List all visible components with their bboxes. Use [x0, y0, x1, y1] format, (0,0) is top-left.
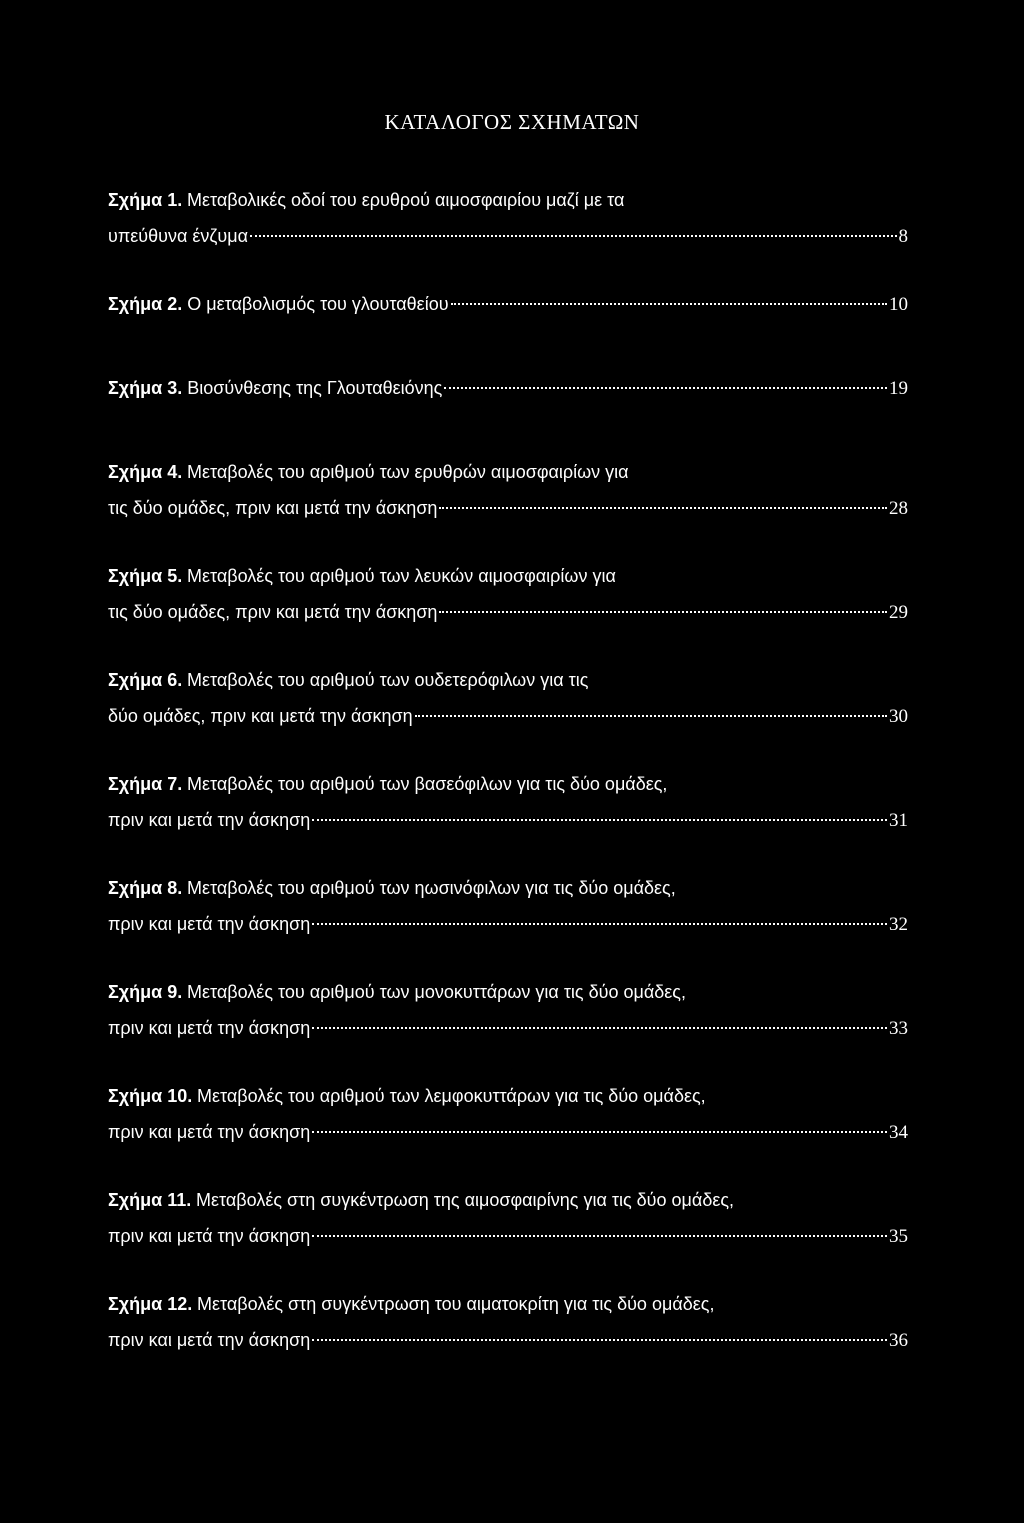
page-number: 31	[889, 810, 908, 831]
figure-description: Ο μεταβολισμός του γλουταθείου	[187, 294, 449, 314]
figure-label: Σχήμα 10.	[108, 1086, 193, 1106]
figure-label: Σχήμα 7.	[108, 774, 183, 794]
figure-description-cont: πριν και μετά την άσκηση	[108, 1122, 311, 1142]
figure-label: Σχήμα 3.	[108, 378, 183, 398]
figure-description-cont: πριν και μετά την άσκηση	[108, 914, 311, 934]
figure-description: Μεταβολές του αριθμού των ουδετερόφιλων για τις	[187, 670, 589, 690]
figure-description-cont: πριν και μετά την άσκηση	[108, 1018, 311, 1038]
figure-description: Μεταβολές του αριθμού των μονοκυττάρων για τις δύο ομάδες,	[187, 982, 686, 1002]
figure-label: Σχήμα 6.	[108, 670, 183, 690]
toc-entry-5[interactable]	[108, 558, 908, 630]
page-title: ΚΑΤΑΛΟΓΟΣ ΣΧΗΜΑΤΩΝ	[384, 110, 640, 134]
toc-entry-10[interactable]	[108, 1078, 908, 1150]
toc-entry-7[interactable]	[108, 766, 908, 838]
page-number: 10	[889, 294, 908, 315]
toc-entry-8[interactable]	[108, 870, 908, 942]
figure-description-cont: υπεύθυνα ένζυμα	[108, 226, 248, 246]
page-number: 28	[889, 498, 908, 519]
figure-description-cont: τις δύο ομάδες, πριν και μετά την άσκηση	[108, 498, 438, 518]
figure-description: Μεταβολές του αριθμού των ερυθρών αιμοσφαιρίων για	[187, 462, 629, 482]
dot-leader	[312, 923, 887, 925]
page-number: 35	[889, 1226, 908, 1247]
figure-label: Σχήμα 5.	[108, 566, 183, 586]
page-number: 34	[889, 1122, 908, 1143]
figure-description: Μεταβολές του αριθμού των λευκών αιμοσφαιρίων για	[187, 566, 616, 586]
figure-description-cont: τις δύο ομάδες, πριν και μετά την άσκηση	[108, 602, 438, 622]
dot-leader	[451, 303, 887, 305]
page-number: 33	[889, 1018, 908, 1039]
toc-entry-4[interactable]	[108, 454, 908, 526]
figure-description-cont: δύο ομάδες, πριν και μετά την άσκηση	[108, 706, 413, 726]
page-number: 32	[889, 914, 908, 935]
figure-label: Σχήμα 4.	[108, 462, 183, 482]
toc-entry-6[interactable]	[108, 662, 908, 734]
figure-list	[108, 182, 908, 1390]
dot-leader	[312, 1339, 887, 1341]
figure-label: Σχήμα 9.	[108, 982, 183, 1002]
toc-entry-9[interactable]	[108, 974, 908, 1046]
dot-leader	[439, 611, 887, 613]
dot-leader	[312, 1235, 887, 1237]
dot-leader	[312, 1131, 887, 1133]
toc-entry-12[interactable]	[108, 1286, 908, 1358]
dot-leader	[444, 387, 887, 389]
toc-entry-1[interactable]	[108, 182, 908, 254]
figure-description: Μεταβολές στη συγκέντρωση της αιμοσφαιρίνης για τις δύο ομάδες,	[196, 1190, 735, 1210]
page-number: 29	[889, 602, 908, 623]
figure-description: Μεταβολές του αριθμού των ηωσινόφιλων για τις δύο ομάδες,	[187, 878, 676, 898]
figure-label: Σχήμα 8.	[108, 878, 183, 898]
toc-entry-11[interactable]	[108, 1182, 908, 1254]
figure-label: Σχήμα 1.	[108, 190, 183, 210]
page-number: 8	[898, 226, 908, 247]
dot-leader	[250, 235, 897, 237]
dot-leader	[415, 715, 887, 717]
toc-entry-3[interactable]	[108, 370, 908, 406]
dot-leader	[312, 819, 887, 821]
figure-label: Σχήμα 2.	[108, 294, 183, 314]
figure-label: Σχήμα 11.	[108, 1190, 192, 1210]
figure-label: Σχήμα 12.	[108, 1294, 193, 1314]
page-number: 19	[889, 378, 908, 399]
figure-description: Μεταβολές στη συγκέντρωση του αιματοκρίτη για τις δύο ομάδες,	[197, 1294, 715, 1314]
figure-description: Μεταβολικές οδοί του ερυθρού αιμοσφαιρίου μαζί με τα	[187, 190, 625, 210]
page-number: 36	[889, 1330, 908, 1351]
dot-leader	[312, 1027, 887, 1029]
figure-description-cont: πριν και μετά την άσκηση	[108, 810, 311, 830]
figure-description: Μεταβολές του αριθμού των λεμφοκυττάρων για τις δύο ομάδες,	[197, 1086, 706, 1106]
dot-leader	[439, 507, 887, 509]
toc-entry-2[interactable]	[108, 286, 908, 322]
figure-description: Μεταβολές του αριθμού των βασεόφιλων για τις δύο ομάδες,	[187, 774, 668, 794]
page-number: 30	[889, 706, 908, 727]
figure-description-cont: πριν και μετά την άσκηση	[108, 1330, 311, 1350]
figure-description-cont: πριν και μετά την άσκηση	[108, 1226, 311, 1246]
figure-description: Βιοσύνθεσης της Γλουταθειόνης	[187, 378, 443, 398]
